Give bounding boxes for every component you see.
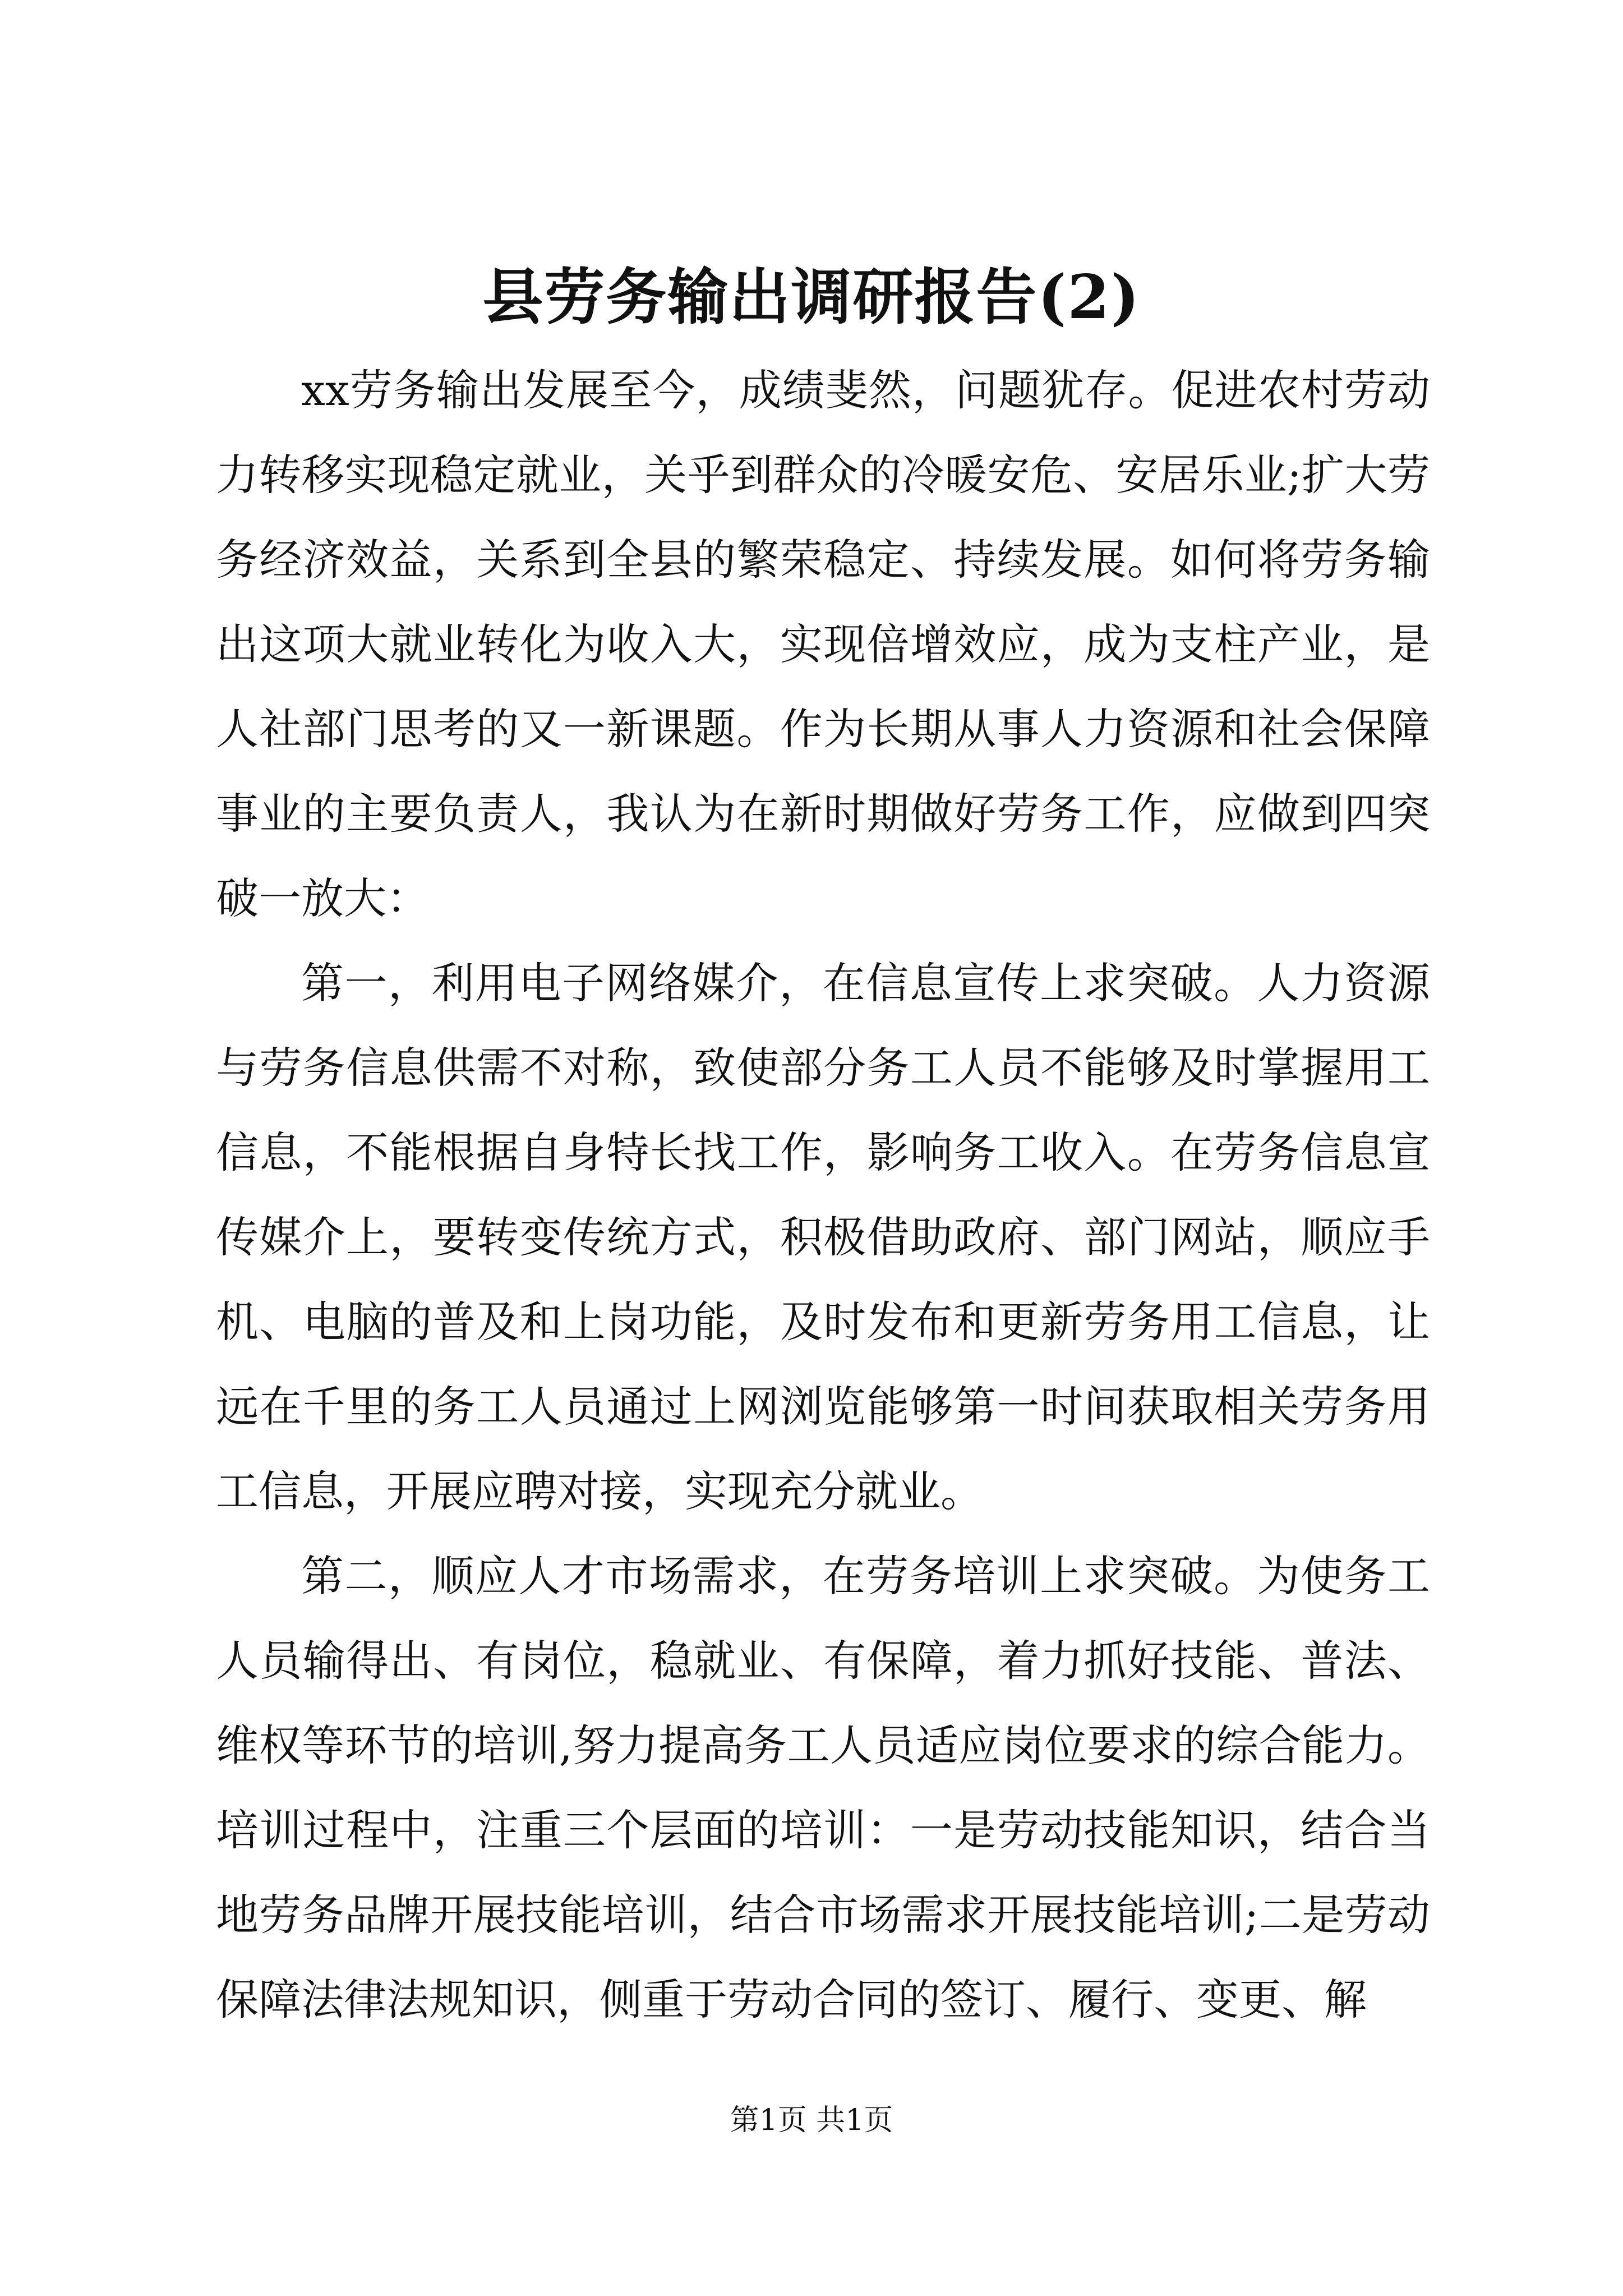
document-body [216,348,1430,2042]
paragraph-first-point: 第一，利用电子网络媒介，在信息宣传上求突破。人力资源与劳务信息供需不对称，致使部分务工人员不能够及时掌握用工信息，不能根据自身特长找工作，影响务工收入。在劳务信息宣传媒介上，要转变传统方式，积极借助政府、部门网站，顺应手机、电脑的普及和上岗功能，及时发布和更新劳务用工信息，让远在千里的务工人员通过上网浏览能够第一时间获取相关劳务用工信息，开展应聘对接，实现充分就业。 [216,958,1430,1516]
page-number-footer: 第1页 共1页 [730,2104,893,2137]
paragraph-second-point: 第二，顺应人才市场需求，在劳务培训上求突破。为使务工人员输得出、有岗位，稳就业、有保障，着力抓好技能、普法、维权等环节的培训,努力提高务工人员适应岗位要求的综合能力。培训过程中，注重三个层面的培训：一是劳动技能知识，结合当地劳务品牌开展技能培训，结合市场需求开展技能培训;二是劳动保障法律法规知识，侧重于劳动合同的签订、履行、变更、解 [216,1551,1430,2024]
paragraph-intro: xx劳务输出发展至今，成绩斐然，问题犹存。促进农村劳动力转移实现稳定就业，关乎到群众的冷暖安危、安居乐业;扩大劳务经济效益，关系到全县的繁荣稳定、持续发展。如何将劳务输出这项大就业转化为收入大，实现倍增效应，成为支柱产业，是人社部门思考的又一新课题。作为长期从事人力资源和社会保障事业的主要负责人，我认为在新时期做好劳务工作，应做到四突破一放大： [216,365,1430,923]
document-title: 县劳务输出调研报告(2) [482,262,1141,333]
